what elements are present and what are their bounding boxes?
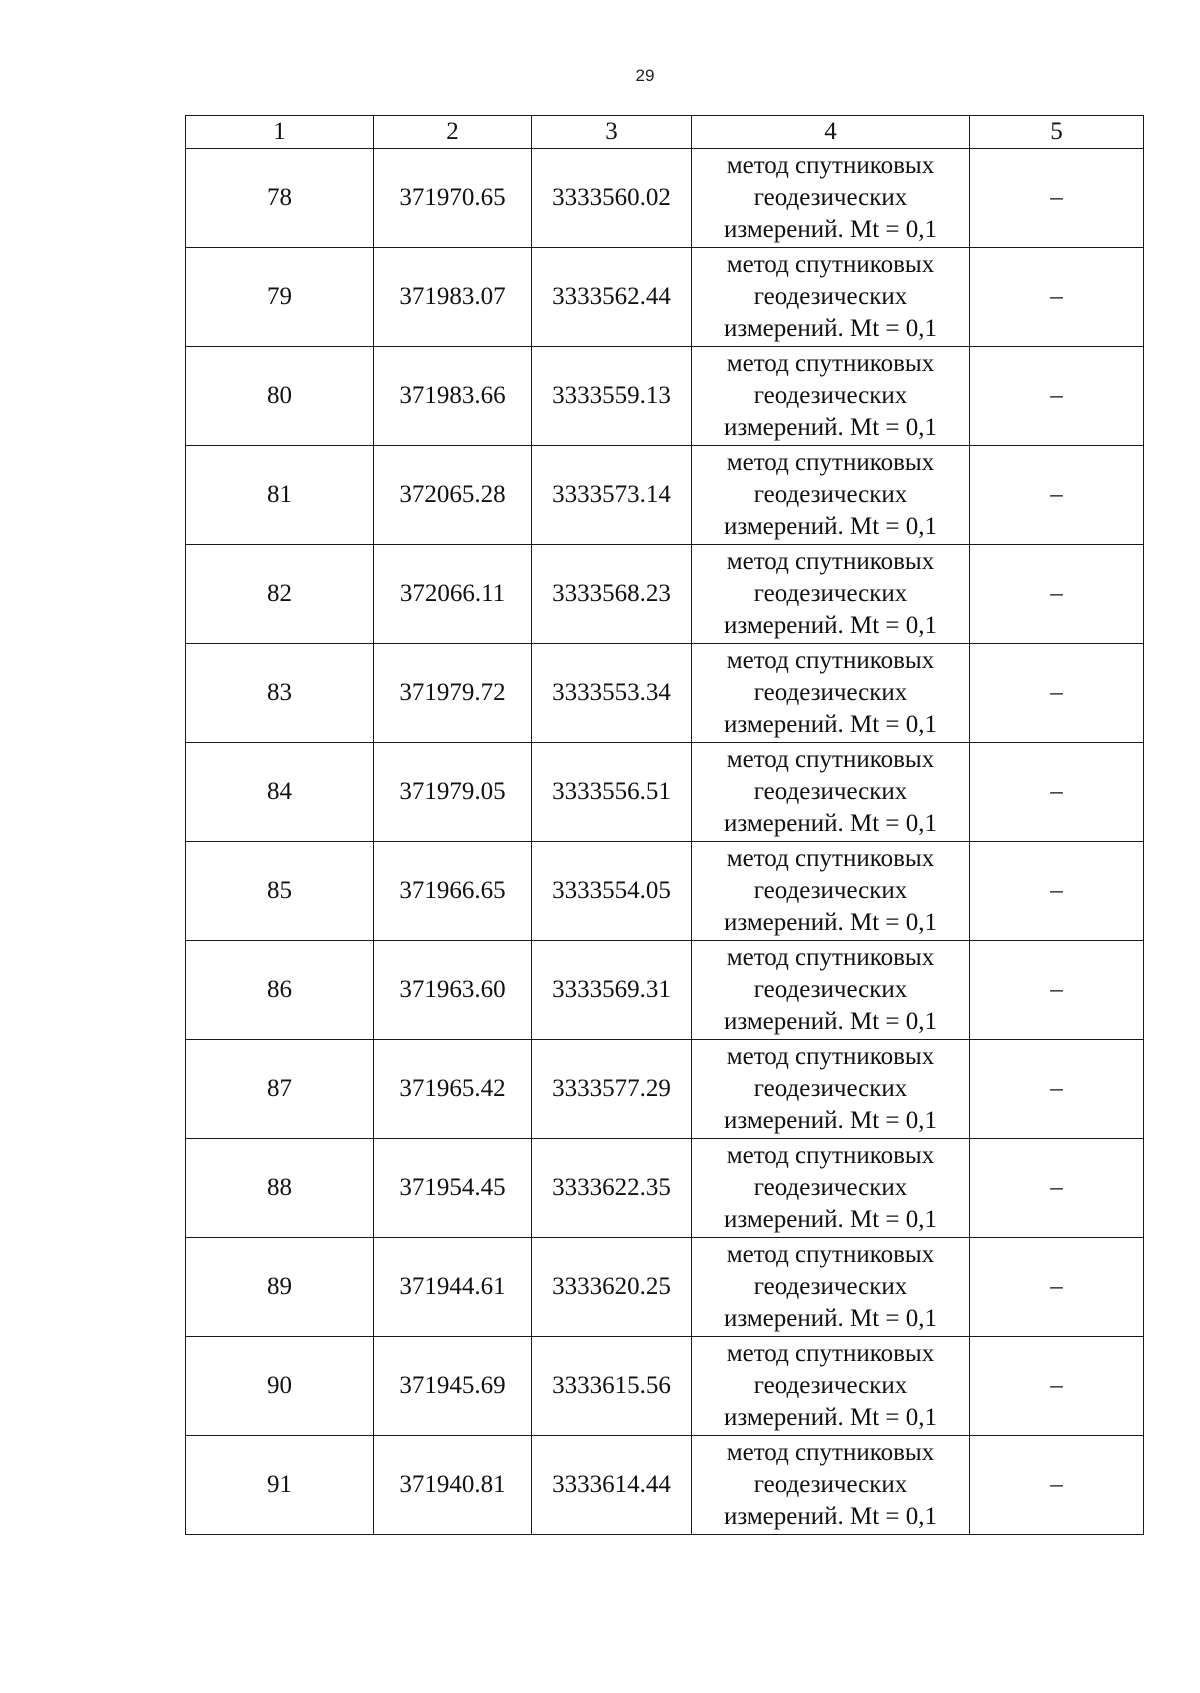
note-cell: – bbox=[970, 743, 1144, 842]
method-cell bbox=[692, 545, 970, 644]
method-line: метод спутниковых bbox=[726, 746, 935, 773]
method-line: метод спутниковых bbox=[726, 350, 935, 377]
y-coordinate-cell: 3333568.23 bbox=[532, 545, 692, 644]
method-line: геодезических bbox=[753, 1273, 908, 1300]
column-header-5: 5 bbox=[970, 116, 1144, 149]
method-line: измерений. Mt = 0,1 bbox=[723, 1008, 938, 1035]
point-number-cell: 81 bbox=[186, 446, 374, 545]
y-coordinate-cell: 3333559.13 bbox=[532, 347, 692, 446]
method-cell bbox=[692, 446, 970, 545]
y-coordinate-cell: 3333620.25 bbox=[532, 1238, 692, 1337]
point-number-cell: 89 bbox=[186, 1238, 374, 1337]
point-number-cell: 78 bbox=[186, 149, 374, 248]
point-number-cell: 88 bbox=[186, 1139, 374, 1238]
note-cell: – bbox=[970, 446, 1144, 545]
method-line: геодезических bbox=[753, 976, 908, 1003]
y-coordinate-cell: 3333614.44 bbox=[532, 1436, 692, 1535]
method-line: метод спутниковых bbox=[726, 449, 935, 476]
method-line: измерений. Mt = 0,1 bbox=[723, 1305, 938, 1332]
x-coordinate-cell: 371954.45 bbox=[374, 1139, 532, 1238]
y-coordinate-cell: 3333560.02 bbox=[532, 149, 692, 248]
point-number-cell: 91 bbox=[186, 1436, 374, 1535]
method-cell bbox=[692, 941, 970, 1040]
method-line: геодезических bbox=[753, 778, 908, 805]
column-header-2: 2 bbox=[374, 116, 532, 149]
table-row bbox=[186, 941, 1144, 1040]
table-row bbox=[186, 149, 1144, 248]
point-number-cell: 83 bbox=[186, 644, 374, 743]
method-cell bbox=[692, 248, 970, 347]
x-coordinate-cell: 371983.66 bbox=[374, 347, 532, 446]
method-cell bbox=[692, 149, 970, 248]
method-line: измерений. Mt = 0,1 bbox=[723, 1206, 938, 1233]
method-line: геодезических bbox=[753, 580, 908, 607]
method-line: метод спутниковых bbox=[726, 1340, 935, 1367]
method-line: измерений. Mt = 0,1 bbox=[723, 216, 938, 243]
y-coordinate-cell: 3333554.05 bbox=[532, 842, 692, 941]
method-line: измерений. Mt = 0,1 bbox=[723, 1503, 938, 1530]
point-number-cell: 90 bbox=[186, 1337, 374, 1436]
x-coordinate-cell: 371944.61 bbox=[374, 1238, 532, 1337]
method-line: геодезических bbox=[753, 283, 908, 310]
method-line: измерений. Mt = 0,1 bbox=[723, 909, 938, 936]
x-coordinate-cell: 371945.69 bbox=[374, 1337, 532, 1436]
x-coordinate-cell: 372066.11 bbox=[374, 545, 532, 644]
point-number-cell: 84 bbox=[186, 743, 374, 842]
x-coordinate-cell: 371963.60 bbox=[374, 941, 532, 1040]
note-cell: – bbox=[970, 1337, 1144, 1436]
method-line: геодезических bbox=[753, 184, 908, 211]
x-coordinate-cell: 371966.65 bbox=[374, 842, 532, 941]
table-header-row bbox=[186, 116, 1144, 149]
table-row bbox=[186, 1040, 1144, 1139]
note-cell: – bbox=[970, 248, 1144, 347]
method-line: геодезических bbox=[753, 679, 908, 706]
method-line: измерений. Mt = 0,1 bbox=[723, 810, 938, 837]
x-coordinate-cell: 371979.72 bbox=[374, 644, 532, 743]
column-header-1: 1 bbox=[186, 116, 374, 149]
method-cell bbox=[692, 743, 970, 842]
table-row bbox=[186, 644, 1144, 743]
note-cell: – bbox=[970, 545, 1144, 644]
method-line: метод спутниковых bbox=[726, 251, 935, 278]
note-cell: – bbox=[970, 1238, 1144, 1337]
table-row bbox=[186, 1238, 1144, 1337]
table-row bbox=[186, 1337, 1144, 1436]
method-line: геодезических bbox=[753, 877, 908, 904]
method-cell bbox=[692, 842, 970, 941]
y-coordinate-cell: 3333577.29 bbox=[532, 1040, 692, 1139]
method-line: геодезических bbox=[753, 1372, 908, 1399]
method-line: измерений. Mt = 0,1 bbox=[723, 1404, 938, 1431]
method-line: измерений. Mt = 0,1 bbox=[723, 711, 938, 738]
table-row bbox=[186, 248, 1144, 347]
method-line: метод спутниковых bbox=[726, 1043, 935, 1070]
point-number-cell: 80 bbox=[186, 347, 374, 446]
note-cell: – bbox=[970, 842, 1144, 941]
x-coordinate-cell: 371983.07 bbox=[374, 248, 532, 347]
y-coordinate-cell: 3333569.31 bbox=[532, 941, 692, 1040]
note-cell: – bbox=[970, 644, 1144, 743]
point-number-cell: 82 bbox=[186, 545, 374, 644]
x-coordinate-cell: 371979.05 bbox=[374, 743, 532, 842]
method-cell bbox=[692, 1139, 970, 1238]
method-cell bbox=[692, 347, 970, 446]
note-cell: – bbox=[970, 149, 1144, 248]
method-cell bbox=[692, 1040, 970, 1139]
table-row bbox=[186, 1139, 1144, 1238]
table-row bbox=[186, 743, 1144, 842]
y-coordinate-cell: 3333556.51 bbox=[532, 743, 692, 842]
note-cell: – bbox=[970, 1436, 1144, 1535]
method-line: геодезических bbox=[753, 1075, 908, 1102]
method-line: метод спутниковых bbox=[726, 548, 935, 575]
method-line: измерений. Mt = 0,1 bbox=[723, 612, 938, 639]
note-cell: – bbox=[970, 347, 1144, 446]
method-line: метод спутниковых bbox=[726, 647, 935, 674]
method-line: метод спутниковых bbox=[726, 944, 935, 971]
method-cell bbox=[692, 1436, 970, 1535]
method-line: геодезических bbox=[753, 481, 908, 508]
point-number-cell: 86 bbox=[186, 941, 374, 1040]
note-cell: – bbox=[970, 1139, 1144, 1238]
method-line: измерений. Mt = 0,1 bbox=[723, 414, 938, 441]
method-line: метод спутниковых bbox=[726, 1241, 935, 1268]
y-coordinate-cell: 3333562.44 bbox=[532, 248, 692, 347]
point-number-cell: 79 bbox=[186, 248, 374, 347]
method-line: метод спутниковых bbox=[726, 152, 935, 179]
method-line: измерений. Mt = 0,1 bbox=[723, 1107, 938, 1134]
column-header-4: 4 bbox=[692, 116, 970, 149]
x-coordinate-cell: 371940.81 bbox=[374, 1436, 532, 1535]
note-cell: – bbox=[970, 941, 1144, 1040]
y-coordinate-cell: 3333615.56 bbox=[532, 1337, 692, 1436]
table-row bbox=[186, 347, 1144, 446]
y-coordinate-cell: 3333553.34 bbox=[532, 644, 692, 743]
y-coordinate-cell: 3333573.14 bbox=[532, 446, 692, 545]
method-cell bbox=[692, 1337, 970, 1436]
method-cell bbox=[692, 1238, 970, 1337]
method-line: измерений. Mt = 0,1 bbox=[723, 513, 938, 540]
x-coordinate-cell: 371970.65 bbox=[374, 149, 532, 248]
table-row bbox=[186, 545, 1144, 644]
table-row bbox=[186, 1436, 1144, 1535]
column-header-3: 3 bbox=[532, 116, 692, 149]
table-row bbox=[186, 842, 1144, 941]
method-line: метод спутниковых bbox=[726, 1439, 935, 1466]
coordinates-table bbox=[185, 115, 1144, 1535]
method-line: метод спутниковых bbox=[726, 1142, 935, 1169]
point-number-cell: 87 bbox=[186, 1040, 374, 1139]
method-line: геодезических bbox=[753, 1471, 908, 1498]
table-row bbox=[186, 446, 1144, 545]
x-coordinate-cell: 371965.42 bbox=[374, 1040, 532, 1139]
method-cell bbox=[692, 644, 970, 743]
page-number: 29 bbox=[635, 66, 655, 85]
method-line: геодезических bbox=[753, 382, 908, 409]
method-line: метод спутниковых bbox=[726, 845, 935, 872]
method-line: измерений. Mt = 0,1 bbox=[723, 315, 938, 342]
method-line: геодезических bbox=[753, 1174, 908, 1201]
y-coordinate-cell: 3333622.35 bbox=[532, 1139, 692, 1238]
x-coordinate-cell: 372065.28 bbox=[374, 446, 532, 545]
note-cell: – bbox=[970, 1040, 1144, 1139]
point-number-cell: 85 bbox=[186, 842, 374, 941]
